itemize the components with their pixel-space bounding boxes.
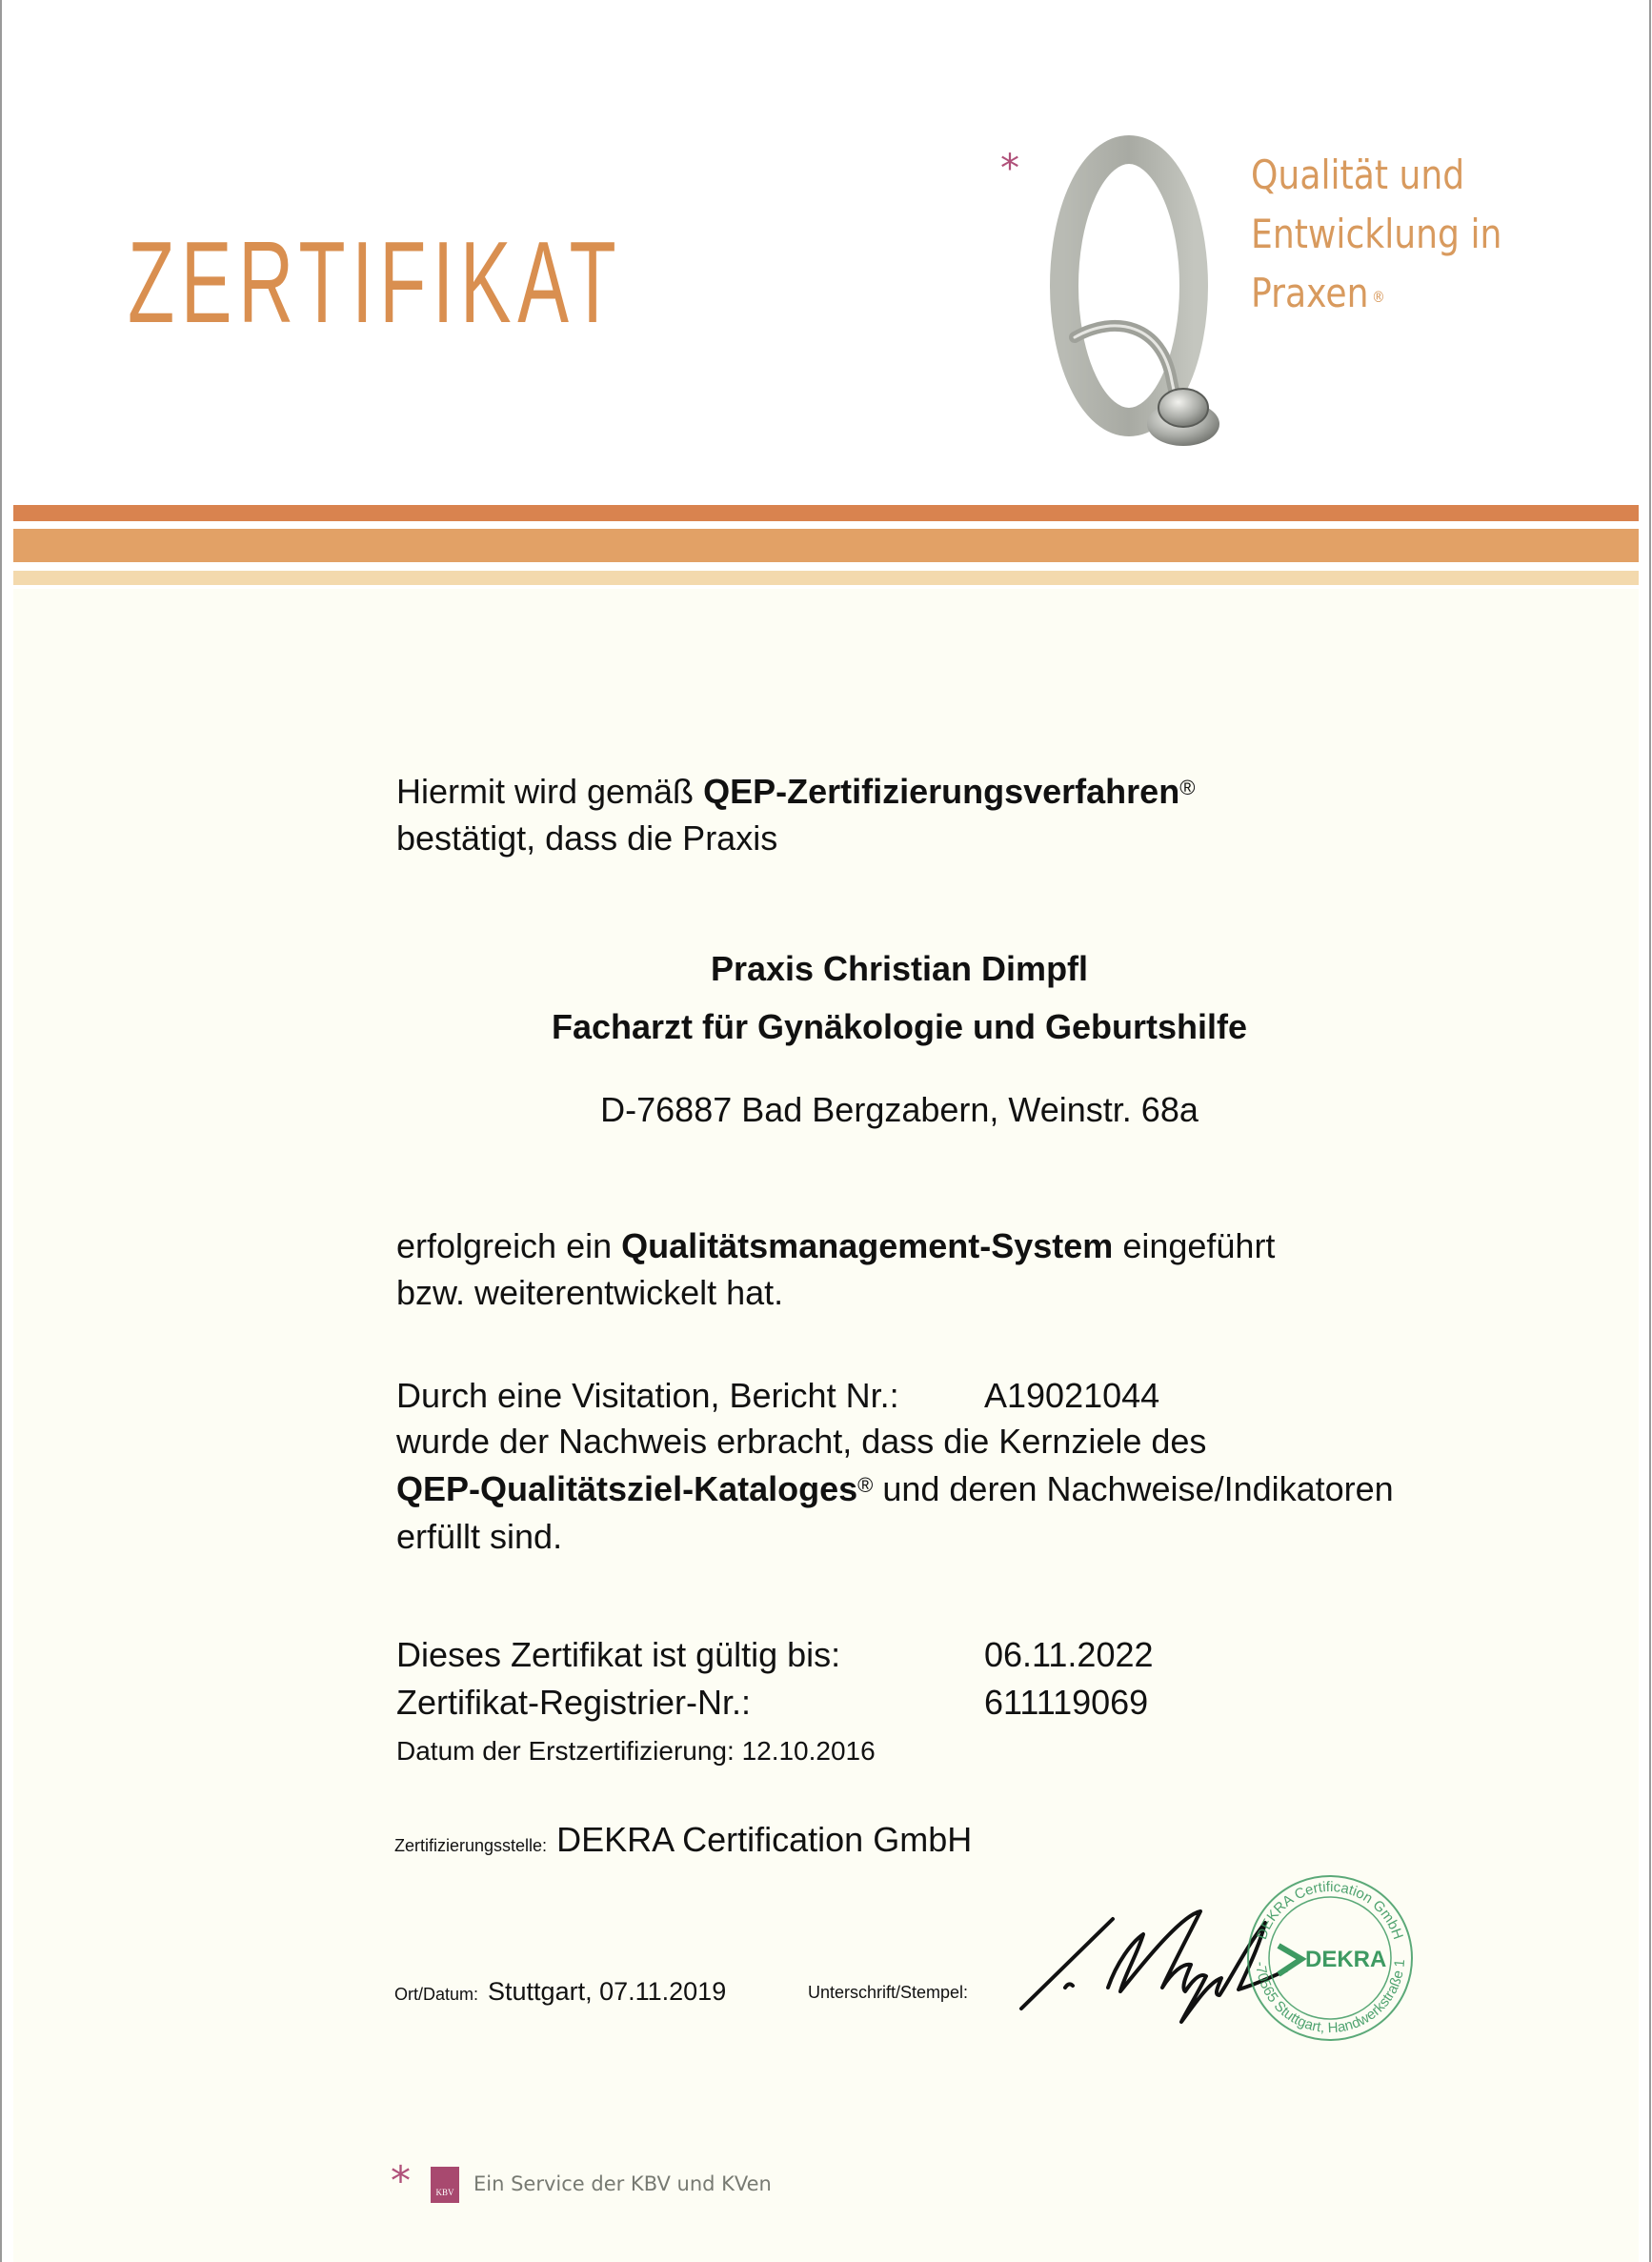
certifier-name: DEKRA Certification GmbH bbox=[556, 1820, 973, 1859]
footer-text: Ein Service der KBV und KVen bbox=[473, 2172, 772, 2195]
intro-line-2: bestätigt, dass die Praxis bbox=[396, 818, 778, 858]
decorative-band-1 bbox=[13, 505, 1639, 521]
asterisk-icon: * bbox=[391, 2157, 411, 2204]
dekra-stamp bbox=[1239, 1868, 1429, 2058]
qm-line-1 bbox=[396, 1222, 1275, 1269]
qep-procedure: QEP-Zertifizierungsverfahren bbox=[703, 772, 1180, 811]
qep-catalog: QEP-Qualitätsziel-Kataloges bbox=[396, 1469, 858, 1508]
decorative-band-3 bbox=[13, 571, 1639, 585]
intro-prefix: Hiermit wird gemäß bbox=[396, 772, 704, 811]
first-certification-date: Datum der Erstzertifizierung: 12.10.2016 bbox=[396, 1736, 876, 1766]
certifier-line bbox=[394, 1818, 972, 1868]
stamp-center-text: DEKRA bbox=[1305, 1947, 1387, 1972]
place-date-line bbox=[394, 1974, 726, 2009]
visitation-line-3-suffix: und deren Nachweise/Indikatoren bbox=[873, 1469, 1394, 1508]
kbv-logo bbox=[431, 2167, 459, 2203]
svg-text:DEKRA Certification GmbH bbox=[1254, 1879, 1406, 1942]
visitation-line-3 bbox=[396, 1465, 1394, 1512]
logo-line-3-text: Praxen bbox=[1251, 270, 1369, 316]
logo-line-2: Entwicklung in bbox=[1251, 211, 1502, 257]
registered-mark: ® bbox=[1371, 288, 1385, 306]
registration-number: 611119069 bbox=[984, 1683, 1149, 1722]
valid-until-label: Dieses Zertifikat ist gültig bis: bbox=[396, 1635, 841, 1674]
registered-mark: ® bbox=[1179, 776, 1196, 799]
visitation-line-4: erfüllt sind. bbox=[396, 1517, 563, 1556]
logo-wordmark bbox=[1251, 146, 1501, 323]
stamp-top-text: DEKRA Certification GmbH bbox=[1254, 1878, 1406, 1942]
q-stethoscope-icon bbox=[991, 133, 1258, 448]
certificate-title: ZERTIFIKAT bbox=[128, 217, 623, 347]
asterisk-icon: * bbox=[1000, 147, 1019, 191]
place-date-value: Stuttgart, 07.11.2019 bbox=[488, 1977, 727, 2006]
signature-label: Unterschrift/Stempel: bbox=[808, 1983, 969, 2002]
qm-system: Qualitätsmanagement-System bbox=[621, 1226, 1114, 1265]
qm-line-2: bzw. weiterentwickelt hat. bbox=[396, 1273, 784, 1312]
qm-prefix: erfolgreich ein bbox=[396, 1226, 622, 1265]
practice-name: Praxis Christian Dimpfl bbox=[710, 949, 1089, 988]
valid-until-date: 06.11.2022 bbox=[984, 1635, 1154, 1674]
qep-logo bbox=[991, 133, 1562, 448]
place-date-label: Ort/Datum: bbox=[394, 1985, 479, 2004]
kbv-logo-label: KBV bbox=[435, 2188, 454, 2197]
intro-line-1 bbox=[396, 768, 1195, 815]
logo-line-1: Qualität und bbox=[1251, 151, 1465, 198]
logo-line-3 bbox=[1251, 264, 1501, 323]
visitation-label: Durch eine Visitation, Bericht Nr.: bbox=[396, 1376, 899, 1415]
certifier-label: Zertifizierungsstelle: bbox=[394, 1836, 548, 1855]
practice-address: D-76887 Bad Bergzabern, Weinstr. 68a bbox=[600, 1090, 1199, 1129]
dekra-logo-icon bbox=[1279, 1946, 1301, 1974]
registration-label: Zertifikat-Registrier-Nr.: bbox=[396, 1683, 752, 1722]
qm-suffix: eingeführt bbox=[1113, 1226, 1276, 1265]
practice-specialty: Facharzt für Gynäkologie und Geburtshilfe bbox=[551, 1007, 1248, 1046]
stamp-bottom-text: -70565 Stuttgart, Handwerkstraße 1 bbox=[1252, 1958, 1409, 2037]
report-number: A19021044 bbox=[984, 1376, 1160, 1415]
visitation-line-2: wurde der Nachweis erbracht, dass die Kernziele des bbox=[396, 1422, 1207, 1461]
registered-mark: ® bbox=[857, 1473, 874, 1497]
decorative-band-2 bbox=[13, 529, 1639, 562]
